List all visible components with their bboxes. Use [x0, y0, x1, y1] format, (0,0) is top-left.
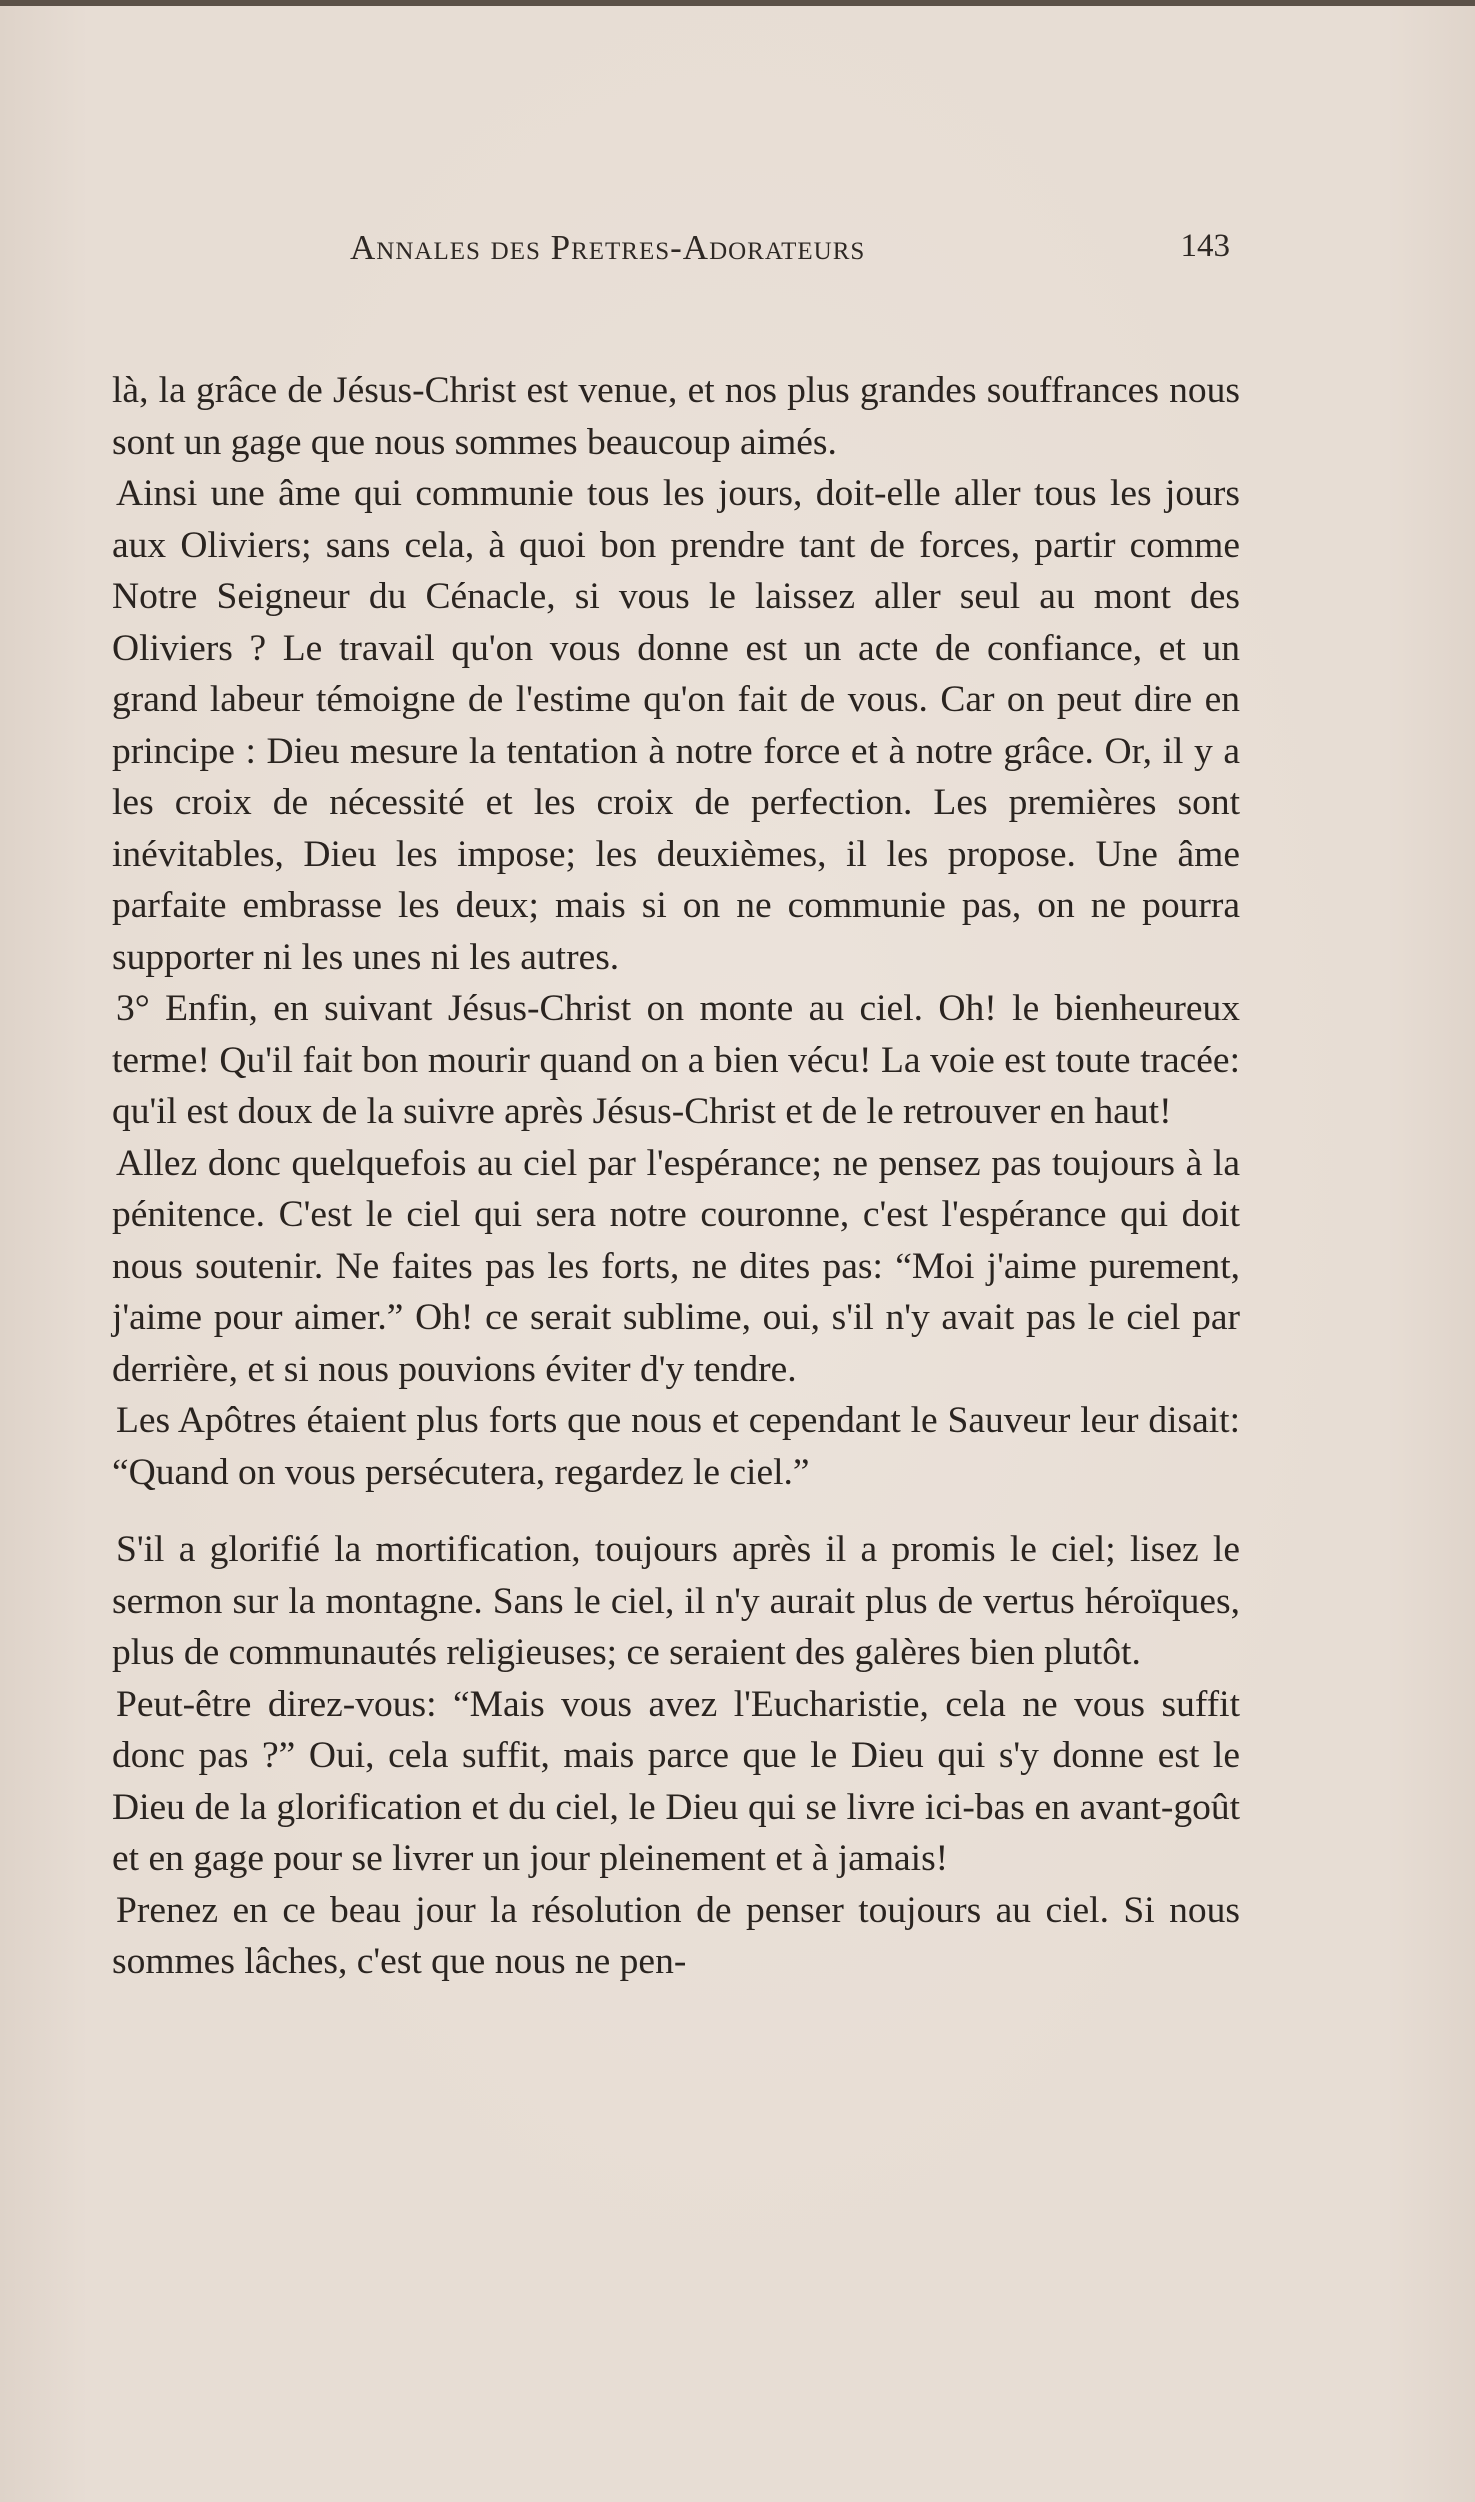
paragraph: S'il a glorifié la mortification, toujours après il a promis le ciel; lisez le sermon sur la montagne. Sans le ciel, il n'y aurait plus de vertus héroïques, plus de communautés religieuses; ce seraient des galères bien plutôt.: [112, 1529, 1240, 1673]
paragraph: Allez donc quelquefois au ciel par l'espérance; ne pensez pas toujours à la pénitence. C'est le ciel qui sera notre couronne, c'est l'espérance qui doit nous soutenir. Ne faites pas les forts, ne dites pas: “Moi j'aime purement, j'aime pour aimer.” Oh! ce serait sublime, oui, s'il n'y avait pas le ciel par derrière, et si nous pouvions éviter d'y tendre.: [112, 1142, 1240, 1390]
paragraph: Prenez en ce beau jour la résolution de penser toujours au ciel. Si nous sommes lâches, c'est que nous ne pen-: [112, 1889, 1240, 1982]
running-head: Annales des Pretres-Adorateurs: [350, 228, 866, 267]
page-header: [350, 228, 1230, 278]
paragraph: Les Apôtres étaient plus forts que nous et cependant le Sauveur leur disait: “Quand on vous persécutera, regardez le ciel.”: [112, 1400, 1240, 1493]
page-number: 143: [1180, 228, 1230, 264]
page-top-edge: [0, 0, 1475, 6]
paragraph: Ainsi une âme qui communie tous les jours, doit-elle aller tous les jours aux Oliviers; sans cela, à quoi bon prendre tant de forces, partir comme Notre Seigneur du Cénacle, si vous le laissez aller seul au mont des Oliviers ? Le travail qu'on vous donne est un acte de confiance, et un grand labeur témoigne de l'estime qu'on fait de vous. Car on peut dire en principe : Dieu mesure la tentation à notre force et à notre grâce. Or, il y a les croix de nécessité et les croix de perfection. Les premières sont inévitables, Dieu les impose; les deuxièmes, il les propose. Une âme parfaite embrasse les deux; mais si on ne communie pas, on ne pourra supporter ni les unes ni les autres.: [112, 473, 1240, 978]
paragraph: Peut-être direz-vous: “Mais vous avez l'Eucharistie, cela ne vous suffit donc pas ?” Oui, cela suffit, mais parce que le Dieu qui s'y donne est le Dieu de la glorification et du ciel, le Dieu qui se livre ici-bas en avant-goût et en gage pour se livrer un jour pleinement et à jamais!: [112, 1683, 1240, 1879]
body-text: [112, 365, 1240, 1988]
paragraph: là, la grâce de Jésus-Christ est venue, et nos plus grandes souffrances nous sont un gage que nous sommes beaucoup aimés.: [112, 370, 1240, 463]
paragraph: 3° Enfin, en suivant Jésus-Christ on monte au ciel. Oh! le bienheureux terme! Qu'il fait bon mourir quand on a bien vécu! La voie est toute tracée: qu'il est doux de la suivre après Jésus-Christ et de le retrouver en haut!: [112, 988, 1240, 1132]
